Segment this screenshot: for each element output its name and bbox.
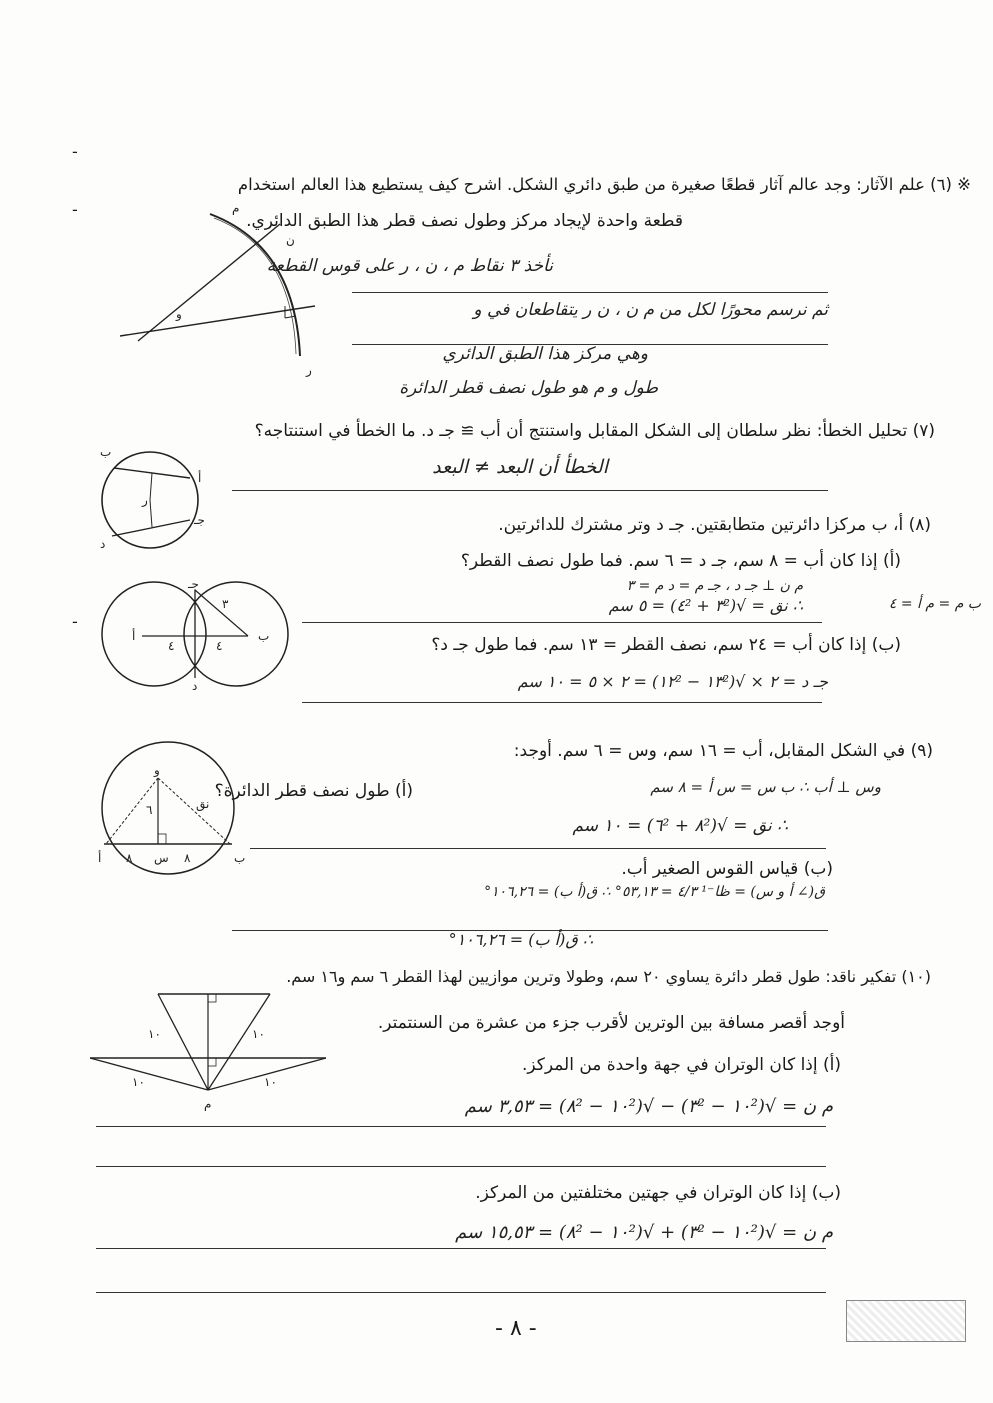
q6-answer-2: ثم نرسم محورًا لكل من م ن ، ن ر يتقاطعان في و [473,300,828,320]
q7-label-j: جـ [194,513,205,527]
q9-label-8a: ٨ [126,851,133,865]
q10-chords-figure [86,986,330,1112]
q6-answer-1: نأخذ ٣ نقاط م ، ن ، ر على قوس القطعة [266,256,553,276]
q8-a-work2: ب م = م أ = ٤ [888,596,981,612]
q8-label-a: أ [132,629,136,643]
q8-label-4a: ٤ [168,639,175,653]
q10-label-10d: ١٠ [264,1075,277,1089]
q6-label-n: ن [286,233,295,247]
q9-circle-figure [88,740,248,868]
q8-label-3: ٣ [222,597,229,611]
q8-b-question: (ب) إذا كان أب = ٢٤ سم، نصف القطر = ١٣ سم. فما طول جـ د؟ [431,635,901,655]
q6-answer-3: وهي مركز هذا الطبق الدائري [442,344,648,364]
scan-mark: - [72,142,78,161]
q10-label-m: م [204,1097,212,1111]
q10-label-10c: ١٠ [132,1075,145,1089]
page-number: - ٨ - [495,1316,537,1341]
q6-prompt-line2: قطعة واحدة لإيجاد مركز وطول نصف قطر هذا الطبق الدائري. [246,211,683,231]
q9-b-work1: ق(∠ أ و س) = ظا⁻¹ ٤/٣ = ٥٣,١٣° ∴ ق(أ ب) = ١٠٦,٢٦° [484,884,825,900]
q7-label-b: ب [100,445,112,459]
q9-label-s: س [154,851,169,865]
q7-answer-line [232,490,828,491]
q10-b-work: م ن = √(١٠² − ٣²) + √(١٠² − ٨²) = ١٥,٥٣ سم [455,1222,833,1243]
q10-label-10b: ١٠ [252,1027,265,1041]
q7-circle-figure [86,444,226,556]
q6-label-r: ر [306,363,312,377]
q9-answer-line [250,848,826,849]
q10-a-work: م ن = √(١٠² − ٣²) − √(١٠² − ٨²) = ٣,٥٣ سم [464,1096,833,1117]
q8-label-b: ب [258,629,270,643]
q7-answer: الخطأ أن البعد ≠ البعد [432,456,608,478]
q10-label-10a: ١٠ [148,1027,161,1041]
q10-answer-line [96,1126,826,1127]
q9-b-work2: ∴ ق(أ ب) = ١٠٦,٢٦° [448,930,593,949]
q9-label-8b: ٨ [184,851,191,865]
q8-prompt: (٨) أ، ب مركزا دائرتين متطابقتين. جـ د وتر مشترك للدائرتين. [498,515,931,535]
q8-a-work3: ∴ نق = √(٣² + ٤²) = ٥ سم [608,596,803,615]
scan-mark: - [72,612,78,631]
scan-mark: - [72,200,78,219]
q9-a-question: (أ) طول نصف قطر الدائرة؟ [214,781,413,801]
q9-b-question: (ب) قياس القوس الصغير أب. [621,859,833,879]
q7-label-a: أ [198,471,202,485]
q8-a-work1: م ن ⊥ جـ د ، جـ م = د م = ٣ [626,578,803,594]
publisher-stamp [846,1300,966,1342]
q6-label-w: و [176,307,182,321]
q6-answer-line [352,292,828,293]
q9-label-6: ٦ [146,803,153,817]
q10-answer-line [96,1166,826,1167]
q6-prompt-line1: ※ (٦) علم الآثار: وجد عالم آثار قطعًا صغيرة من طبق دائري الشكل. اشرح كيف يستطيع هذا العالم استخدام [237,175,971,194]
q8-label-4b: ٤ [216,639,223,653]
q9-prompt: (٩) في الشكل المقابل، أب = ١٦ سم، وس = ٦ سم. أوجد: [513,741,933,761]
q6-answer-4: طول و م هو طول نصف قطر الدائرة [399,378,658,398]
q8-b-work: جـ د = ٢ × √(١٣² − ١٢²) = ٢ × ٥ = ١٠ سم [517,672,828,691]
q9-label-w: و [154,763,160,777]
q7-prompt: (٧) تحليل الخطأ: نظر سلطان إلى الشكل المقابل واستنتج أن أب ≅ جـ د. ما الخطأ في استنتاجه؟ [254,421,935,441]
q8-a-question: (أ) إذا كان أب = ٨ سم، جـ د = ٦ سم. فما طول نصف القطر؟ [460,551,901,571]
q10-prompt-line1: (١٠) تفكير ناقد: طول قطر دائرة يساوي ٢٠ سم، وطولا وترين موازيين لهذا القطر ٦ سم و١٦ سم. [286,967,931,986]
q8-answer-line [302,622,822,623]
q9-label-b: ب [234,851,246,865]
q10-a-question: (أ) إذا كان الوتران في جهة واحدة من المركز. [521,1055,841,1075]
q9-label-nq: نق [196,797,210,811]
q8-two-circles-figure [98,576,294,692]
q8-label-d: د [192,679,198,693]
q9-a-work2: ∴ نق = √(٨² + ٦²) = ١٠ سم [572,816,788,836]
q10-b-question: (ب) إذا كان الوتران في جهتين مختلفتين من المركز. [475,1183,841,1203]
q7-label-r: ر [142,493,148,507]
q8-label-j: جـ [188,577,199,591]
q8-answer-line [302,702,822,703]
q7-label-d: د [100,537,106,551]
q6-label-m: م [232,201,240,215]
q9-label-a: أ [98,851,102,865]
q6-arc-figure [110,196,340,382]
q10-answer-line [96,1292,826,1293]
q9-a-work1: وس ⊥ أب ∴ ب س = س أ = ٨ سم [650,778,881,796]
q10-prompt-line2: أوجد أقصر مسافة بين الوترين لأقرب جزء من عشرة من السنتمتر. [377,1013,845,1033]
q10-answer-line [96,1248,826,1249]
